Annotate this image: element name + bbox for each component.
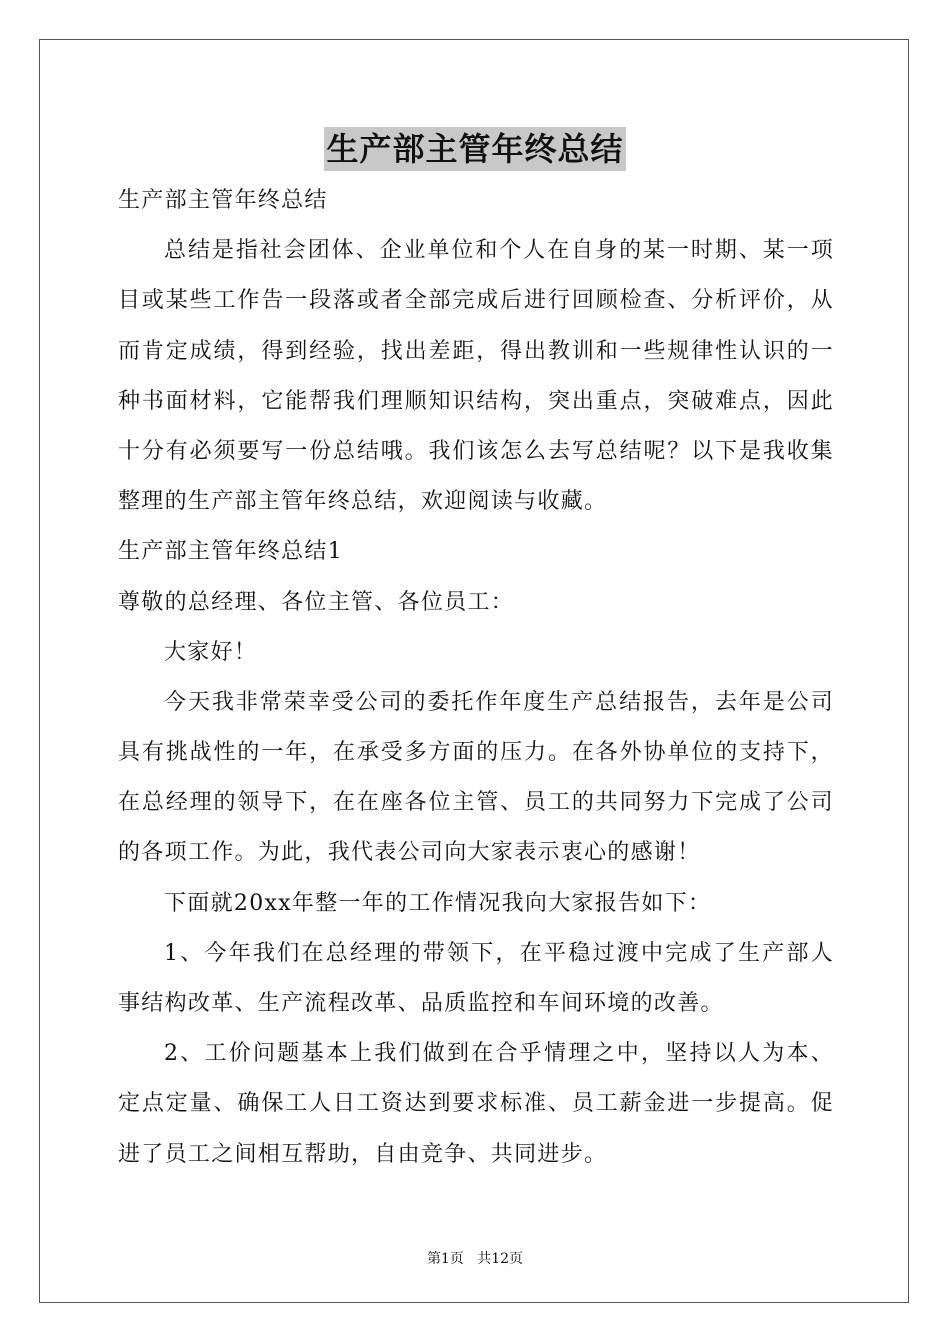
document-title: 生产部主管年终总结 [324,127,625,171]
paragraph-line: 总结是指社会团体、企业单位和个人在自身的某一时期、某一项 [164,238,834,264]
paragraph-line: 具有挑战性的一年，在承受多方面的压力。在各外协单位的支持下， [118,740,834,766]
subtitle-line: 生产部主管年终总结 [118,188,328,213]
list-item-line: 2、工价问题基本上我们做到在合乎情理之中，坚持以人为本、 [164,1041,834,1067]
greeting-line: 大家好！ [164,639,258,665]
page-total: 共12页 [477,1251,524,1267]
salutation-line: 尊敬的总经理、各位主管、各位员工： [118,589,515,615]
page-number: 第1页 [426,1251,464,1267]
document-body [118,176,834,1180]
paragraph-line: 而肯定成绩，得到经验，找出差距，得出教训和一些规律性认识的一 [118,338,834,364]
list-item-line: 定点定量、确保工人日工资达到要求标准、员工薪金进一步提高。促 [118,1091,834,1117]
paragraph-line: 整理的生产部主管年终总结，欢迎阅读与收藏。 [118,489,608,515]
title-container [0,127,950,171]
list-item-line: 1、今年我们在总经理的带领下，在平稳过渡中完成了生产部人 [164,940,834,966]
paragraph-line: 在总经理的领导下，在在座各位主管、员工的共同努力下完成了公司 [118,790,834,816]
list-item-line: 事结构改革、生产流程改革、品质监控和车间环境的改善。 [118,991,724,1016]
page-footer [0,1249,950,1269]
paragraph-line: 十分有必须要写一份总结哦。我们该怎么去写总结呢？以下是我收集 [118,438,834,464]
paragraph-line: 今天我非常荣幸受公司的委托作年度生产总结报告，去年是公司 [164,689,834,715]
paragraph-line: 种书面材料，它能帮我们理顺知识结构，突出重点，突破难点，因此 [118,388,834,414]
section-heading: 生产部主管年终总结1 [118,539,343,565]
paragraph-line: 目或某些工作告一段落或者全部完成后进行回顾检查、分析评价，从 [118,288,834,314]
paragraph-line: 的各项工作。为此，我代表公司向大家表示衷心的感谢！ [118,840,701,866]
list-item-line: 进了员工之间相互帮助，自由竞争、共同进步。 [118,1141,608,1167]
paragraph-line: 下面就20xx年整一年的工作情况我向大家报告如下： [164,890,712,916]
